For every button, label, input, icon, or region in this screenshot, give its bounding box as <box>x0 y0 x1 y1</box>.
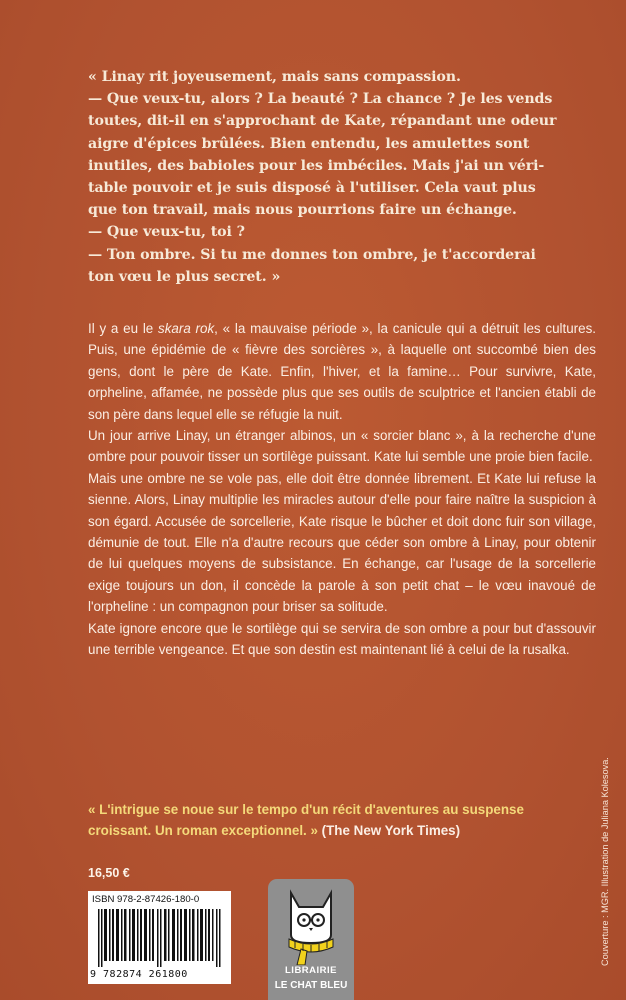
excerpt-line: toutes, dit-il en s'approchant de Kate, répandant une odeur <box>88 113 557 130</box>
cover-credit: Couverture : MGR. Illustration de Juliana Kolesova. <box>600 757 610 966</box>
synopsis-paragraph-4: Kate ignore encore que le sortilège qui se servira de son ombre a pour but d'assouvir une terrible vengeance. Et que son destin est maintenant lié à celui de la rusalka. <box>88 620 596 658</box>
excerpt-line: « Linay rit joyeusement, mais sans compassion. <box>88 69 461 85</box>
stamp-line-1: LIBRAIRIE <box>285 965 337 976</box>
excerpt-line: table pouvoir et je suis disposé à l'utiliser. Cela vaut plus <box>88 180 536 197</box>
synopsis-paragraph-1: Il y a eu le skara rok, « la mauvaise période », la canicule qui a détruit les cultures. Puis, une épidémie de « fièvre des sorcières », à laquelle ont succombé bien des gens, dont le père de Kate. Enfin, l'hiver, et la famine… Pour survivre, Kate, orpheline, affamée, ne possède plus que ses outils de sculptrice et l'ancien établi de son père dans lequel elle se réfugie la nuit. <box>88 321 596 422</box>
excerpt-line: aigre d'épices brûlées. Bien entendu, les amulettes sont <box>88 135 530 152</box>
cat-logo-icon <box>281 885 341 965</box>
italic-term: skara rok <box>158 321 215 336</box>
excerpt-line: ton vœu le plus secret. » <box>88 268 281 285</box>
bookstore-stamp <box>268 879 354 1000</box>
stamp-line-2: LE CHAT BLEU <box>274 980 348 991</box>
excerpt-quote <box>88 66 588 288</box>
price: 16,50 € <box>88 866 130 880</box>
synopsis-paragraph-3: Mais une ombre ne se vole pas, elle doit être donnée librement. Et Kate lui refuse la sienne. Alors, Linay multiplie les miracles autour d'elle pour faire naître la suspicion à son égard. Accusée de sorcellerie, Kate risque le bûcher et doit donc fuir son village, démunie de tout. Elle n'a d'autre recours que céder son ombre à Linay, pour obtenir de lui quelques moyens de subsistance. En échange, car l'usage de la sorcellerie exige toujours un don, il concède la parole à son petit chat – le vœu inavoué de l'orpheline : un compagnon pour briser sa solitude. <box>88 470 596 615</box>
review-line-1: « L'intrigue se noue sur le tempo d'un récit d'aventures au suspense <box>88 802 524 817</box>
excerpt-line: — Ton ombre. Si tu me donnes ton ombre, je t'accorderai <box>88 246 536 263</box>
synopsis-paragraph-2: Un jour arrive Linay, un étranger albinos, un « sorcier blanc », à la recherche d'une ombre pour pouvoir tisser un sortilège puissant. Kate lui semble une proie bien facile. <box>88 428 596 465</box>
press-review <box>88 799 608 841</box>
isbn: ISBN 978-2-87426-180-0 <box>92 894 200 905</box>
excerpt-line: que ton travail, mais nous pourrions faire un échange. <box>88 202 517 219</box>
excerpt-line: — Que veux-tu, alors ? La beauté ? La chance ? Je les vends <box>88 91 553 108</box>
synopsis <box>88 318 596 661</box>
excerpt-line: — Que veux-tu, toi ? <box>88 224 245 241</box>
barcode-number: 9 782874 261800 <box>90 969 188 980</box>
review-line-2: croissant. Un roman exceptionnel. » (The New York Times) <box>88 823 461 838</box>
excerpt-line: inutiles, des babioles pour les imbéciles. Mais j'ai un véri- <box>88 157 545 174</box>
review-source: (The New York Times) <box>321 823 461 838</box>
barcode-box <box>88 891 231 984</box>
barcode-icon <box>98 909 222 967</box>
